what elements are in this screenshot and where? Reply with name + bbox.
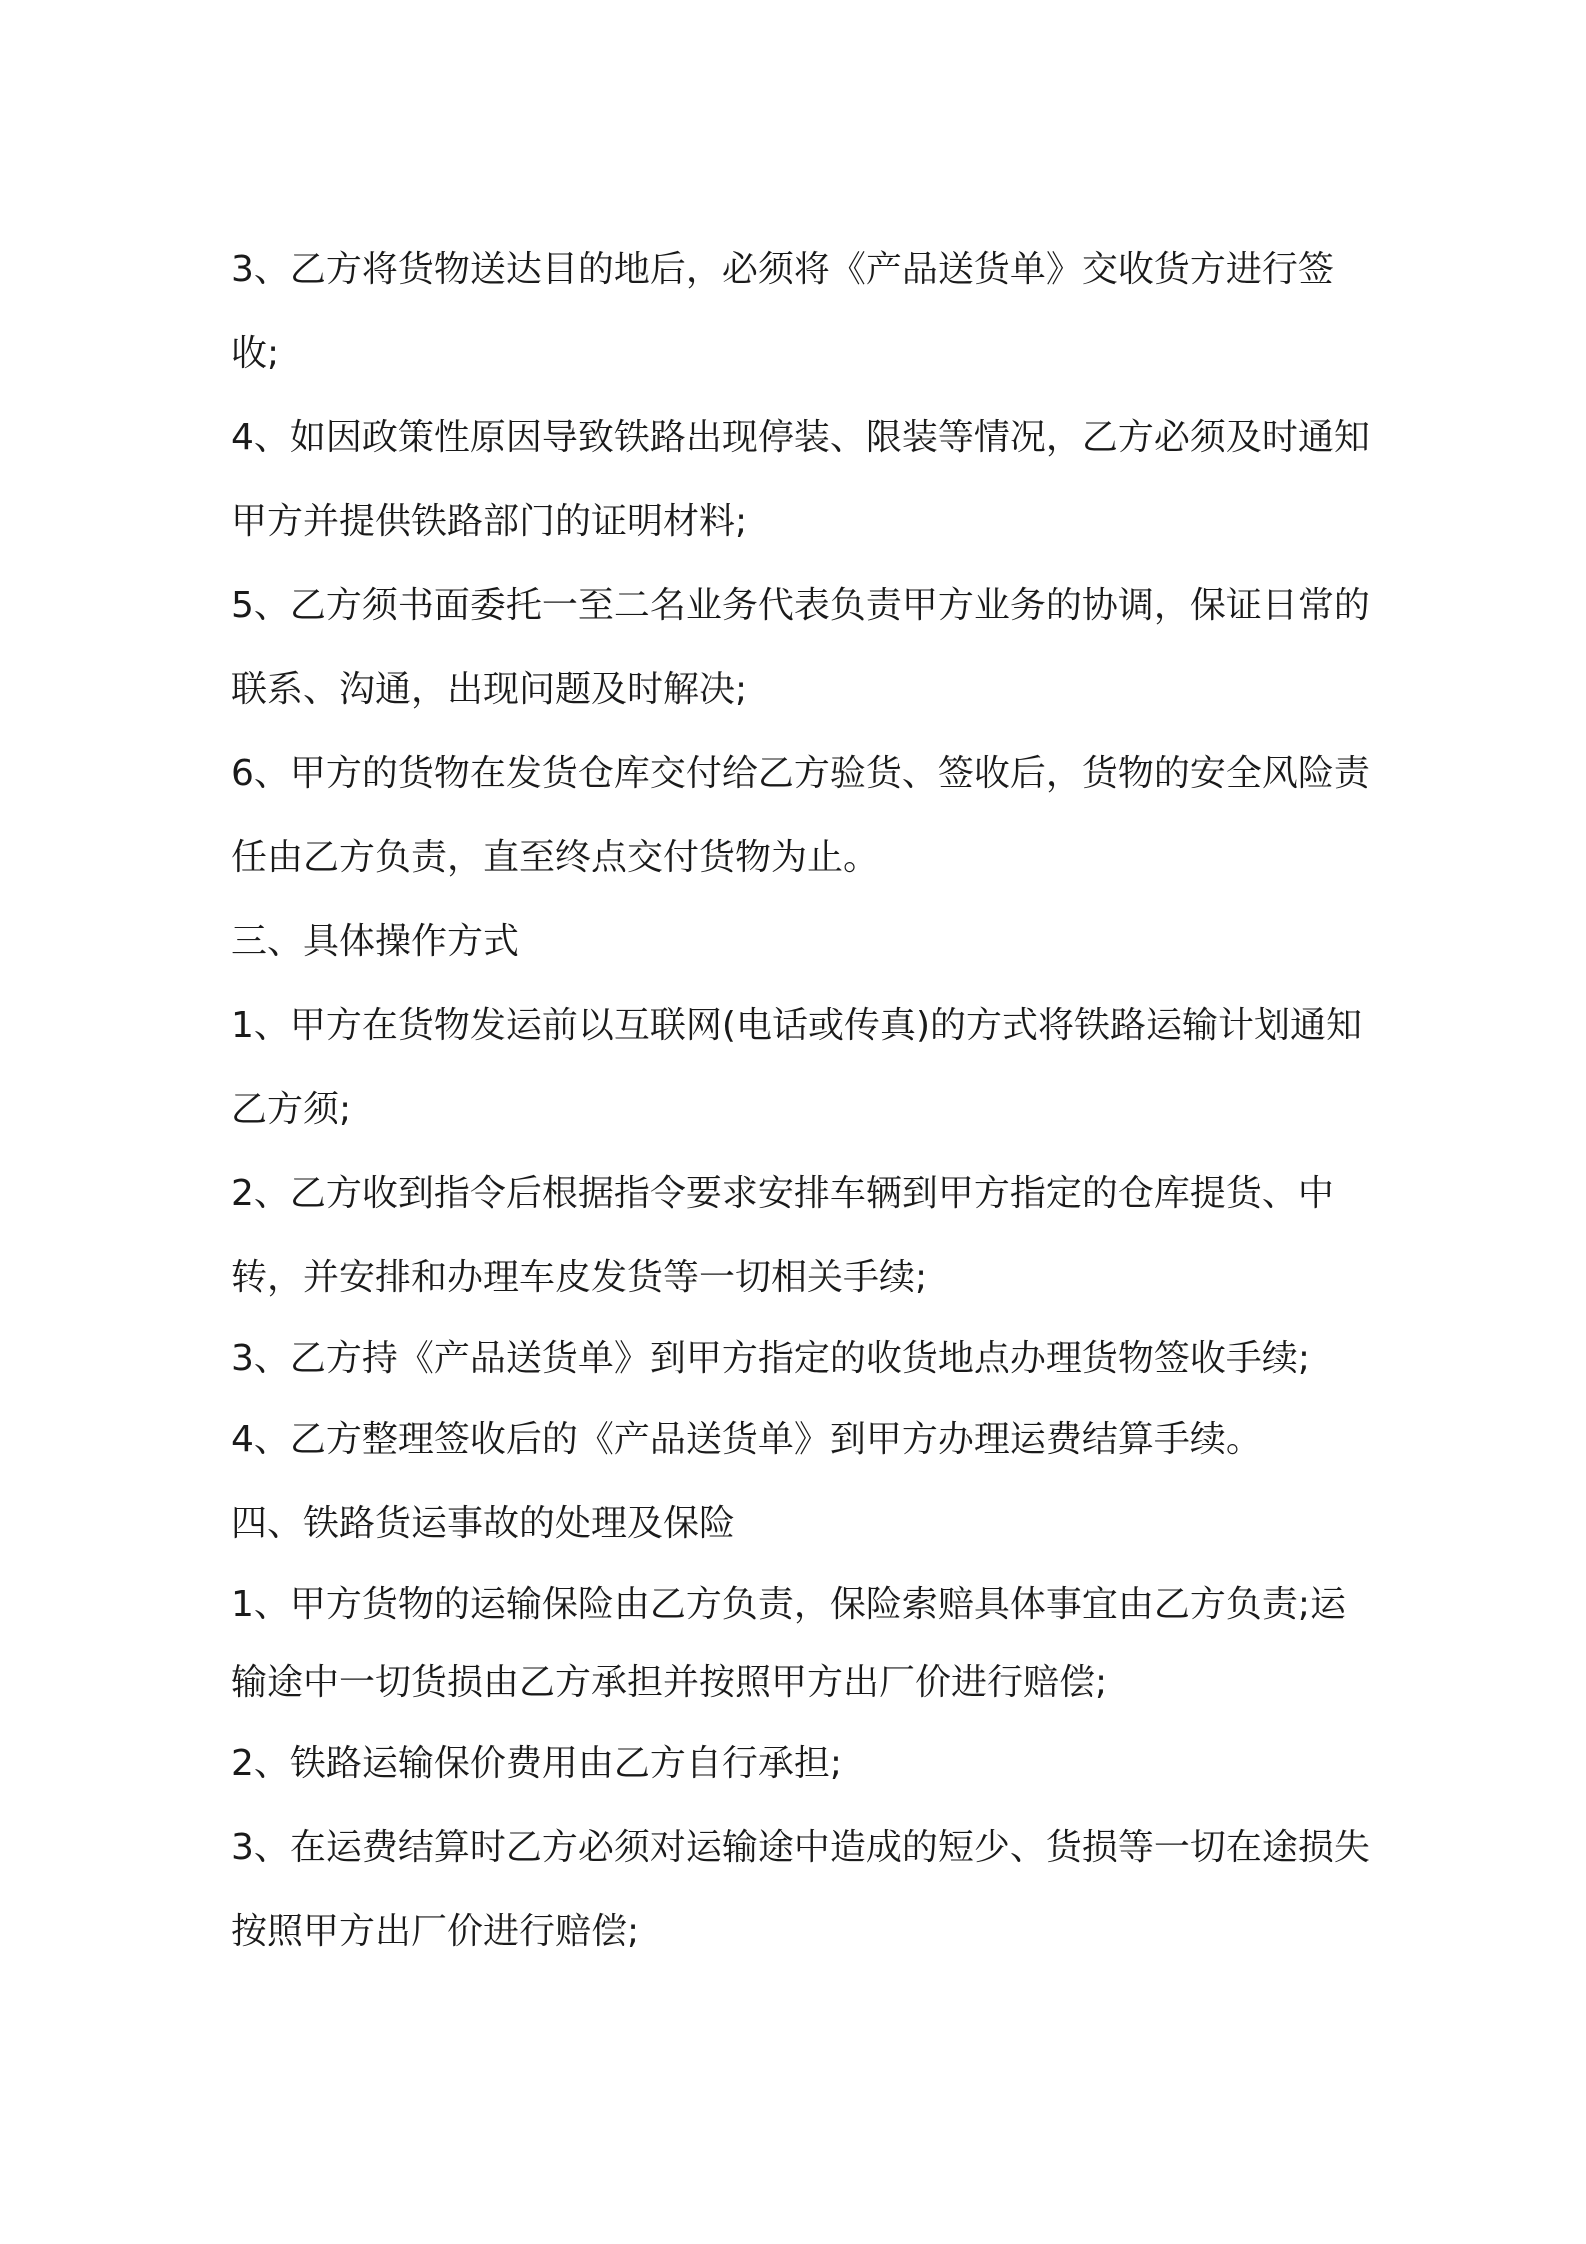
paragraph-clause-3-delivery-receipt: 3、乙方将货物送达目的地后，必须将《产品送货单》交收货方进行签收; — [231, 249, 1334, 374]
section-heading-accident-insurance: 四、铁路货运事故的处理及保险 — [231, 1503, 736, 1544]
paragraph-insurance-3-loss-compensation: 3、在运费结算时乙方必须对运输途中造成的短少、货损等一切在途损失按照甲方出厂价进行赔偿; — [231, 1827, 1370, 1952]
paragraph-insurance-2-valuation-fee: 2、铁路运输保价费用由乙方自行承担; — [231, 1743, 843, 1784]
paragraph-operation-3-receipt-signing: 3、乙方持《产品送货单》到甲方指定的收货地点办理货物签收手续; — [231, 1338, 1311, 1379]
paragraph-operation-4-freight-settlement: 4、乙方整理签收后的《产品送货单》到甲方办理运费结算手续。 — [231, 1419, 1262, 1460]
paragraph-insurance-1-claims: 1、甲方货物的运输保险由乙方负责，保险索赔具体事宜由乙方负责;运输途中一切货损由乙方承担并按照甲方出厂价进行赔偿; — [231, 1584, 1347, 1703]
document-body — [231, 228, 1371, 1974]
paragraph-clause-6-risk-responsibility: 6、甲方的货物在发货仓库交付给乙方验货、签收后，货物的安全风险责任由乙方负责，直至终点交付货物为止。 — [231, 753, 1370, 878]
paragraph-operation-1-transport-plan: 1、甲方在货物发运前以互联网(电话或传真)的方式将铁路运输计划通知乙方须; — [231, 1005, 1362, 1130]
paragraph-clause-4-policy-restriction: 4、如因政策性原因导致铁路出现停装、限装等情况，乙方必须及时通知甲方并提供铁路部门的证明材料; — [231, 417, 1370, 542]
paragraph-operation-2-vehicle-arrangement: 2、乙方收到指令后根据指令要求安排车辆到甲方指定的仓库提货、中转，并安排和办理车皮发货等一切相关手续; — [231, 1173, 1334, 1298]
section-heading-operation-method: 三、具体操作方式 — [231, 921, 520, 962]
paragraph-clause-5-business-representative: 5、乙方须书面委托一至二名业务代表负责甲方业务的协调，保证日常的联系、沟通，出现问题及时解决; — [231, 585, 1370, 710]
